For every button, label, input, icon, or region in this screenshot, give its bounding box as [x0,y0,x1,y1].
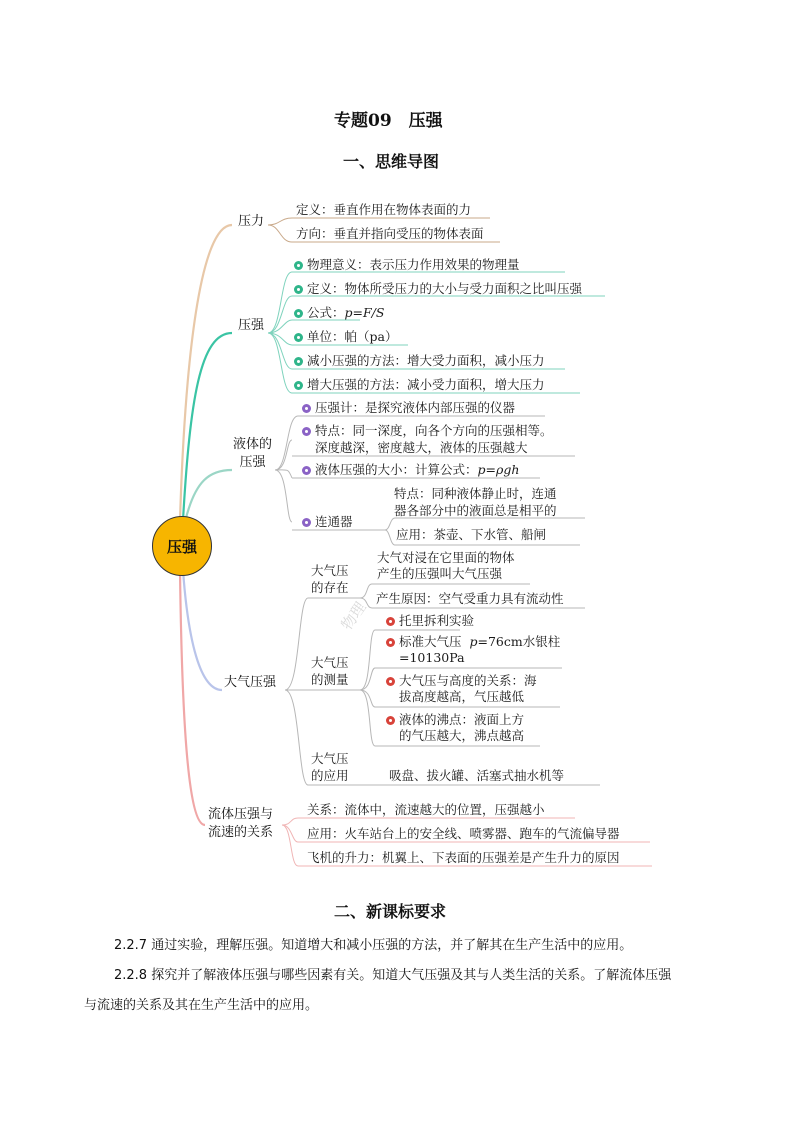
pressure-item: 减小压强的方法：增大受力面积，减小压力 [294,352,545,369]
pressure-item: 单位：帕（pa） [294,328,397,345]
standard-paragraph-2-line2: 与流速的关系及其在生产生活中的应用。 [84,998,319,1013]
purple-bullet-icon [302,404,311,413]
red-bullet-icon [386,638,395,647]
standard-paragraph-1: 2.2.7 通过实验，理解压强。知道增大和减小压强的方法，并了解其在生产生活中的应用。 [114,938,633,953]
section-heading-mindmap: 一、思维导图 [343,152,440,171]
measure-height: 大气压与高度的关系：海 拔高度越高，气压越低 [386,673,537,705]
fluid-lift: 飞机的升力：机翼上、下表面的压强差是产生升力的原因 [307,850,620,865]
page-title: 专题09 压强 [334,111,443,131]
connector-feature: 特点：同种液体静止时，连通 器各部分中的液面总是相平的 [394,486,557,518]
liquid-formula: p=ρgh [477,462,520,477]
measure-boiling: 液体的沸点：液面上方 的气压越大，沸点越高 [386,712,524,744]
liquid-connector: 连通器 [302,513,353,530]
atmosphere-measure: 大气压 的测量 [311,655,349,687]
purple-bullet-icon [302,427,311,436]
pressure-item: 公式：p=F/S [294,304,384,321]
green-bullet-icon [294,309,303,318]
branch-liquid-label-2: 压强 [239,455,266,470]
purple-bullet-icon [302,466,311,475]
pressure-item: 增大压强的方法：减小受力面积，增大压力 [294,376,545,393]
pressure-item: 定义：物体所受压力的大小与受力面积之比叫压强 [294,280,582,297]
branch-atmosphere: 大气压强 [224,675,277,690]
red-bullet-icon [386,677,395,686]
branch-pressure: 压强 [238,318,265,333]
branch-fluid-label-2: 流速的关系 [208,825,274,840]
green-bullet-icon [294,381,303,390]
application-desc: 吸盘、拔火罐、活塞式抽水机等 [389,768,565,783]
connector-use: 应用：茶壶、下水管、船闸 [396,527,547,542]
atmosphere-cause: 产生原因：空气受重力具有流动性 [376,591,564,606]
fluid-relation: 关系：流体中，流速越大的位置，压强越小 [307,802,545,817]
section-heading-standards: 二、新课标要求 [334,902,447,921]
branch-fluid [208,806,273,842]
standard-paragraph-2-line1: 2.2.8 探究并了解液体压强与哪些因素有关。知道大气压强及其与人类生活的关系。了解流体压强 [114,968,672,983]
liquid-gauge: 压强计：是探究液体内部压强的仪器 [302,399,515,416]
mindmap-center-node [152,516,212,576]
green-bullet-icon [294,357,303,366]
branch-liquid-pressure [233,436,272,472]
liquid-feature: 特点：同一深度，向各个方向的压强相等。 深度越深，密度越大，液体的压强越大 [302,422,553,456]
branch-liquid-label-1: 液体的 [233,437,273,452]
pressure-force-direction: 方向：垂直并指向受压的物体表面 [296,226,484,241]
pressure-formula: p=F/S [344,305,385,320]
red-bullet-icon [386,617,395,626]
atmosphere-application: 大气压 的应用 [311,751,349,783]
pressure-force-definition: 定义：垂直作用在物体表面的力 [296,202,472,217]
watermark: 物理 [337,598,370,634]
measure-standard: 标准大气压 p=76cm水银柱 =10130Pa [386,634,560,666]
existence-desc: 大气对浸在它里面的物体 产生的压强叫大气压强 [377,550,515,581]
center-node-label: 压强 [166,537,197,556]
measure-torricelli: 托里拆利实验 [386,612,474,629]
branch-fluid-label-1: 流体压强与 [208,807,274,822]
liquid-size: 液体压强的大小：计算公式：p=ρgh [302,461,519,478]
atmosphere-existence: 大气压 的存在 [311,563,349,595]
purple-bullet-icon [302,518,311,527]
green-bullet-icon [294,261,303,270]
green-bullet-icon [294,285,303,294]
branch-pressure-force: 压力 [238,214,265,229]
fluid-application: 应用：火车站台上的安全线、喷雾器、跑车的气流偏导器 [307,826,620,841]
green-bullet-icon [294,333,303,342]
red-bullet-icon [386,716,395,725]
pressure-item: 物理意义：表示压力作用效果的物理量 [294,256,520,273]
